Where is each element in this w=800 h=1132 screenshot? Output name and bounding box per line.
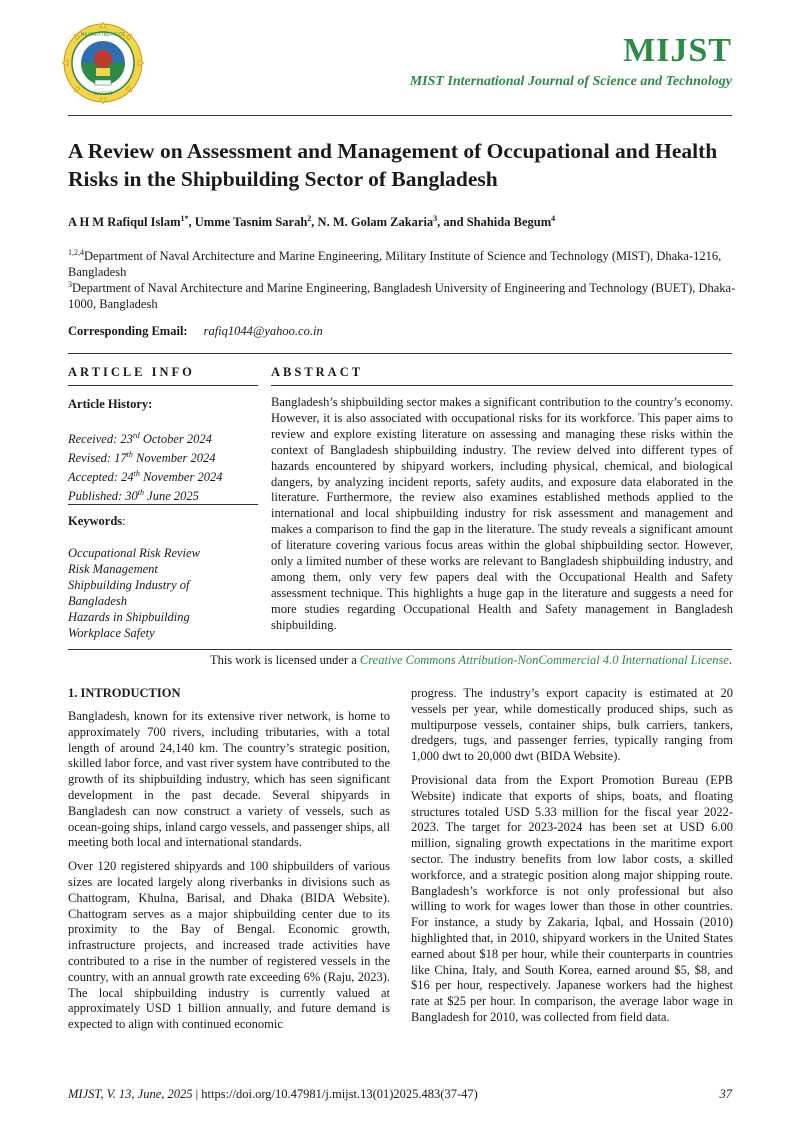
keywords-heading: Keywords:: [68, 514, 126, 528]
author-name: A H M Rafiqul Islam: [68, 215, 181, 230]
history-published: Published: 30th June 2025: [68, 488, 199, 504]
footer-doi[interactable]: https://doi.org/10.47981/j.mijst.13(01)2025.483(37-47): [201, 1087, 478, 1101]
article-info-heading: ARTICLE INFO: [68, 365, 195, 379]
page-number: 37: [719, 1087, 732, 1101]
body-paragraph: Bangladesh, known for its extensive river network, is home to approximately 700 rivers, including tributaries, with a total length of around 24,140 km. The country’s strategic position, skilled labor force, and vast river system have contributed to the growth of its shipbuilding industry, which has seen significant development in the past decade. Several shipyards in Bangladesh can now construct a variety of vessels, such as ocean-going ships, inland cargo vessels, and passenger ships, all meeting both local and international standards.: [68, 709, 390, 850]
body-column-right: [411, 686, 733, 1034]
corresponding-email: [68, 324, 323, 339]
author-name: Shahida Begum: [466, 215, 552, 230]
affiliation-text: Department of Naval Architecture and Marine Engineering, Military Institute of Science and Technology (MIST), Dhaka-1216, Bangladesh: [68, 249, 722, 280]
body-paragraph: Provisional data from the Export Promotion Bureau (EPB Website) indicate that exports of ships, boats, and floating structures totaled USD 5.33 million for the fiscal year 2022-2023. The target for 2023-2024 has been set at USD 6.00 million, signaling growth expectations in the maritime export sector. The industry benefits from low labor costs, a skilled workforce, and a strategic position along major shipping route. Bangladesh’s workforce is not only professional but also willing to work for wages lower than those in other countries. For instance, a study by Zakaria, Iqbal, and Hossain (2010) highlighted that, in 2010, shipyard workers in the United States earned about $18 per hour, while their counterparts in countries like China, Italy, and South Korea, earned around $5, $8, and $16 per hour, respectively. Japanese workers had the highest rate at $25 per hour. In comparison, the average labor wage in Bangladesh for 2010, was collected from field data.: [411, 772, 733, 1024]
journal-full-name: MIST International Journal of Science and Technology: [409, 74, 732, 89]
abstract-text: Bangladesh’s shipbuilding sector makes a significant contribution to the country’s economy. However, it is also associated with occupational risks for its workforce. This paper aims to review and explore existing literature on assessing and managing these risks within the context of Bangladesh shipbuilding industry. The review delved into different types of hazards encountered by shipyard workers, including physical, chemical, and biological dangers, by analyzing incident reports, safety audits, and exposure data elaborated in the literature. Furthermore, the review also examines established methods applied to the international and local shipbuilding industry for risk assessment and management and makes a comparison to find the gap in the literature. The study reveals a significant amount of literature covering various focus areas within the global shipbuilding sector. However, only a limited number of these works are relevant to Bangladesh shipbuilding industry, and among them, only very few papers deal with the Occupational Health and Safety assessment technique. This highlights a huge gap in the literature and suggests a need for more studies regarding Occupational Health and Safety management in Bangladesh shipbuilding.: [271, 395, 733, 632]
author-list: A H M Rafiqul Islam$^{1*}$, Umme Tasnim Sarah$^2$, N. M. Golam Zakaria$^3$, and Shahida Begum$^4$: [68, 214, 556, 230]
abstract-divider: [271, 385, 733, 386]
svg-text:SUCCESS: SUCCESS: [93, 91, 113, 96]
section-heading-introduction: 1. INTRODUCTION: [68, 686, 181, 700]
info-top-divider: [68, 353, 732, 354]
keyword: Risk Management: [68, 562, 158, 576]
affiliation-1: [68, 245, 738, 280]
author-affiliation-marker: 2: [307, 214, 312, 223]
mist-logo: [62, 22, 144, 104]
affiliation-text: Department of Naval Architecture and Marine Engineering, Bangladesh University of Engineering and Technology (BUET), Dhaka-1000, Bangladesh: [68, 281, 736, 312]
affiliation-marker: 1,2,4: [68, 248, 84, 257]
body-column-left: [68, 709, 390, 1041]
history-accepted: Accepted: 24th November 2024: [68, 469, 223, 485]
keyword: Hazards in Shipbuilding: [68, 610, 190, 624]
paper-title: A Review on Assessment and Management of Occupational and Health Risks in the Shipbuilding Sector of Bangladesh: [68, 139, 718, 191]
author-name: Umme Tasnim Sarah: [194, 215, 308, 230]
license-divider: [68, 649, 732, 650]
license-link[interactable]: Creative Commons Attribution-NonCommercial 4.0 International License: [359, 653, 729, 667]
history-received: Received: 23rd October 2024: [68, 431, 212, 447]
email-link[interactable]: rafiq1044@yahoo.co.in: [203, 324, 323, 338]
keyword: Shipbuilding Industry of Bangladesh: [68, 578, 190, 608]
body-paragraph: Over 120 registered shipyards and 100 shipbuilders of various sizes are located largely along riverbanks in divisions such as Chattogram, Khulna, Barisal, and Dhaka (BIDA Website). Chattogram serves as a major shipbuilding center due to its proximity to the Bay of Bengal. Economic growth, infrastructure projects, and increased trade activities have contributed to a rise in the number of registered vessels in the country, with an annual growth rate exceeding 6% (Raju, 2023). The local shipbuilding industry is currently valued at approximately USD 1 billion annually, and future demand is expected to align with continued economic: [68, 859, 390, 1032]
author-affiliation-marker: 4: [551, 214, 556, 223]
keywords-list: [68, 545, 258, 641]
footer-journal: MIJST, V. 13, June, 2025: [68, 1087, 193, 1101]
keyword: Workplace Safety: [68, 626, 155, 640]
license-notice: This work is licensed under a Creative Commons Attribution-NonCommercial 4.0 International License.: [209, 653, 732, 667]
svg-text:MILITARY INSTITUTE: MILITARY INSTITUTE: [80, 33, 126, 38]
corresponding-label: Corresponding Email:: [68, 324, 188, 338]
affiliation-2: [68, 277, 738, 312]
author-affiliation-marker: 3: [433, 214, 438, 223]
keyword: Occupational Risk Review: [68, 546, 200, 560]
affiliation-marker: 3: [68, 280, 72, 289]
header-divider: [68, 115, 732, 116]
page-footer: MIJST, V. 13, June, 2025 | https://doi.org/10.47981/j.mijst.13(01)2025.483(37-47) 37: [68, 1087, 732, 1101]
body-paragraph: progress. The industry’s export capacity is estimated at 20 vessels per year, while domestically produced ships, such as multipurpose vessels, container ships, bulk carriers, tankers, dredgers, tugs, and passenger ferries, typically ranging from 1,000 dwt to 20,000 dwt (BIDA Website).: [411, 686, 733, 764]
journal-abbreviation: MIJST: [623, 32, 732, 69]
author-affiliation-marker: 1*: [180, 214, 189, 223]
article-info-divider: [68, 385, 258, 386]
history-revised: Revised: 17th November 2024: [68, 450, 216, 466]
author-name: N. M. Golam Zakaria: [317, 215, 434, 230]
article-history-heading: Article History:: [68, 397, 153, 411]
keywords-divider: [68, 504, 258, 505]
article-history: [68, 428, 258, 505]
abstract-heading: ABSTRACT: [271, 365, 364, 379]
